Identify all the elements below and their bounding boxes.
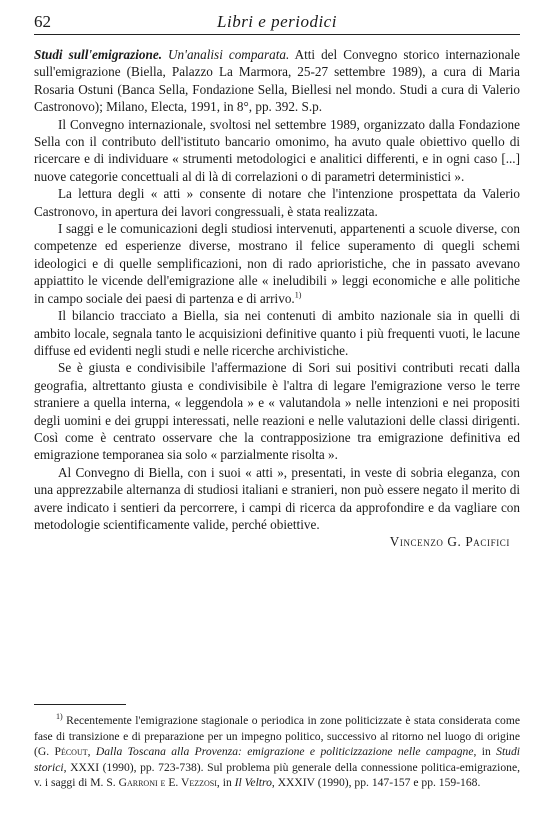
footnote-text-1: Recentemente l'emigrazione stagionale o periodica in zone politicizzate è stata considerata come fase di transizione e di preparazione per un impegno politico, successivo al ritorno nel luogo di origine (G. — [34, 714, 520, 759]
paragraph-3-text: I saggi e le comunicazioni degli studiosi intervenuti, appartenenti a scuole diverse, con competenze ed esperienze diverse, mostrano il felice superamento di quegli schemi ideologici e di quelle semplificazioni, non di rado aprioristiche, che in passato avevano appiattito le vicende dell'emigrazione alle « ineludibili » leggi economiche e alle politiche in campo sociale dei paesi di partenza e di arrivo. — [34, 221, 520, 306]
footnote-journal-1: Studi storici — [34, 745, 520, 774]
review-body — [34, 46, 520, 551]
footnote-work-1: Dalla Toscana alla Provenza: emigrazione e politicizzazione nelle campagne — [95, 745, 474, 759]
running-title: Libri e periodici — [217, 12, 337, 31]
footnote-1 — [34, 713, 520, 791]
bibliographic-entry — [34, 46, 520, 116]
book-details: Atti del Convegno storico internazionale sull'emigrazione (Biella, Palazzo La Marmora, 25-27 settembre 1989), a cura di Maria Rosaria Ostuni (Banca Sella, Fondazione Sella, Biellesi nel mondo. Studi a cura di Valerio Castronovo); Milano, Electa, 1991, in 8°, pp. 392. S.p. — [34, 47, 520, 115]
book-subtitle: Un'analisi comparata. — [168, 47, 290, 62]
page-number: 62 — [34, 12, 51, 31]
footnote-journal-2: Il Veltro — [234, 776, 272, 790]
footnote-text-3: , in — [473, 745, 497, 759]
footnote-text-4: , XXXI (1990), pp. 723-738). Sul problema più generale della connessione politica-emigrazione, v. i saggi di — [34, 760, 520, 790]
footnote-reference: 1) — [294, 290, 302, 300]
footnote-divider — [34, 704, 126, 705]
footnote-author-2: M. S. Garroni e E. Vezzosi — [90, 776, 217, 790]
paragraph-1: Il Convegno internazionale, svoltosi nel settembre 1989, organizzato dalla Fondazione Sella con il contributo dell'istituto bancario omonimo, ha avuto quale obiettivo quello di ricercare e di individuare « strumenti metodologici e analitici differenti, e in ogni caso [...] nuove categorie concettuali al di là di correlazioni o di parametri deterministici ». — [34, 116, 520, 184]
paragraph-4: Il bilancio tracciato a Biella, sia nei contenuti di ambito nazionale sia in quelli di ambito locale, segnala tanto le acquisizioni definitive quanto i più frequenti vuoti, le lacune diffuse ed evidenti negli studi e nelle ricerche archivistiche. — [34, 308, 520, 358]
footnote-author-1: Pécout — [54, 745, 88, 759]
book-title: Studi sull'emigrazione. — [34, 47, 163, 62]
paragraph-6: Al Convegno di Biella, con i suoi « atti », presentati, in veste di sobria eleganza, con una apprezzabile alternanza di studiosi italiani e stranieri, non può essere negato il merito di avere indicato i sentieri da percorrere, i campi di ricerca da approfondire e da vagliare con metodologie scientificamente valide, perché obiettive. — [34, 464, 520, 532]
paragraph-3 — [34, 220, 520, 307]
footnote-text-2: , — [87, 745, 96, 759]
paragraph-5: Se è giusta e condivisibile l'affermazione di Sori sui positivi contributi recati dalla geografia, altrettanto giusta e condivisibile è l'altra di legare l'emigrazione verso le terre straniere a quella interna, « leggendola » e « valutandola » nelle intenzioni e nei propositi degli uomini e dei gruppi interessati, nelle reazioni e nelle valutazioni delle classi dirigenti. Così come è centrato osservare che la contrapposizione tra emigrazione definitiva ed emigrazione temporanea sia solo « parzialmente risolta ». — [34, 360, 520, 463]
paragraph-2: La lettura degli « atti » consente di notare che l'intenzione prospettata da Valerio Castronovo, in apertura dei lavori congressuali, è stata realizzata. — [34, 186, 520, 219]
footnote-text-6: , XXXIV (1990), pp. 147-157 e pp. 159-168. — [271, 776, 481, 790]
footnotes — [34, 713, 520, 791]
author-signature: Vincenzo G. Pacifici — [389, 534, 510, 550]
footnote-text-5: , in — [216, 776, 235, 790]
footnote-marker: 1) — [56, 712, 63, 722]
page-header — [34, 12, 520, 35]
